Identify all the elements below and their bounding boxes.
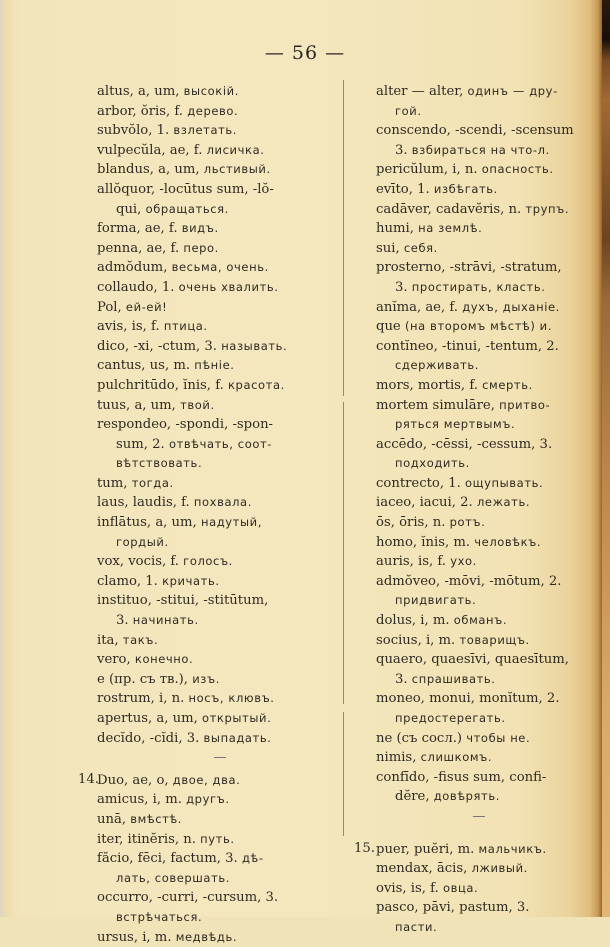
dictionary-entry — [97, 650, 342, 670]
latin-headword: admŏdum, — [97, 260, 168, 276]
dictionary-entry — [97, 396, 342, 416]
latin-headword: respondeo, -spondi, -spon- — [97, 417, 274, 433]
latin-headword: 3. — [395, 279, 408, 295]
russian-translation: весьма, очень. — [171, 260, 269, 275]
latin-headword: auris, is, f. — [376, 554, 447, 570]
latin-headword: moneo, monui, monĭtum, 2. — [376, 691, 560, 707]
latin-headword: laus, laudis, f. — [97, 495, 190, 511]
latin-headword: tuus, a, um, — [97, 397, 176, 413]
dictionary-entry — [376, 474, 581, 494]
latin-headword: dolus, i, m. — [376, 613, 450, 629]
russian-translation: тогда. — [131, 475, 174, 490]
dictionary-entry — [97, 298, 342, 318]
dictionary-entry-continuation — [376, 356, 581, 376]
latin-headword: cadāver, cadavĕris, n. — [376, 201, 522, 217]
russian-translation: гордый. — [116, 534, 169, 549]
dictionary-entry — [376, 435, 581, 455]
russian-translation: ротъ. — [449, 515, 486, 530]
russian-translation: придвигать. — [395, 593, 477, 608]
latin-headword: dĕre, — [395, 789, 430, 805]
russian-translation: дѣ- — [241, 851, 264, 866]
dictionary-entry-continuation — [376, 670, 581, 690]
dictionary-entry — [97, 239, 342, 259]
dictionary-entry — [376, 552, 581, 572]
dictionary-entry-continuation — [376, 787, 581, 807]
russian-translation: лисичка. — [206, 142, 265, 157]
latin-headword: altus, a, um, — [97, 84, 180, 99]
dictionary-entry — [376, 533, 581, 553]
dictionary-entry-continuation — [376, 591, 581, 611]
latin-headword: sui, — [376, 240, 400, 256]
latin-headword: decĭdo, -cĭdi, 3. — [97, 730, 200, 746]
russian-translation: духъ, дыханіе. — [462, 299, 560, 314]
russian-translation: льстивый. — [203, 162, 271, 177]
dictionary-entry — [376, 689, 581, 709]
latin-headword: contĭneo, -tinui, -tentum, 2. — [376, 338, 559, 354]
dictionary-entry — [376, 768, 581, 788]
russian-translation: изъ. — [192, 671, 220, 686]
dictionary-entry — [376, 160, 581, 180]
russian-translation: вѣтствовать. — [116, 456, 203, 471]
dictionary-entry — [97, 102, 342, 122]
dictionary-entry — [376, 180, 581, 200]
russian-translation: взлетать. — [173, 123, 238, 138]
latin-headword: humi, — [376, 221, 414, 237]
russian-translation: выпадать. — [203, 730, 272, 745]
latin-headword: allŏquor, -locūtus sum, -lŏ- — [97, 181, 274, 197]
dictionary-entry — [97, 790, 342, 810]
latin-headword: puer, puĕri, m. — [376, 841, 475, 857]
dictionary-entry-continuation — [97, 533, 342, 553]
dictionary-entry-continuation — [97, 869, 342, 889]
column-divider — [343, 80, 344, 396]
section-separator — [376, 807, 581, 826]
russian-translation: открытый. — [202, 711, 272, 725]
dictionary-entry — [376, 337, 581, 357]
russian-translation: голосъ. — [183, 554, 233, 569]
russian-translation: ей-ей! — [125, 299, 168, 314]
latin-headword: amicus, i, m. — [97, 792, 182, 808]
dictionary-entry — [97, 591, 342, 611]
latin-headword: collaudo, 1. — [97, 279, 175, 295]
russian-translation: одинъ — дру- — [467, 84, 558, 98]
russian-translation: отвѣчать, соот- — [168, 436, 273, 451]
latin-headword: evīto, 1. — [376, 181, 430, 197]
russian-translation: похвала. — [193, 495, 252, 510]
latin-headword: sum, 2. — [116, 436, 165, 452]
dictionary-entry — [376, 898, 581, 918]
latin-headword: vulpecŭla, ae, f. — [97, 142, 203, 158]
dictionary-entry — [97, 278, 342, 298]
dictionary-entry — [376, 611, 581, 631]
lesson-number: 15. — [354, 840, 375, 856]
russian-translation: такъ. — [122, 632, 159, 647]
latin-headword: occurro, -curri, -cursum, 3. — [97, 890, 279, 906]
dictionary-entry — [97, 729, 342, 749]
dictionary-entry — [97, 830, 342, 850]
latin-headword: qui, — [116, 201, 142, 217]
dictionary-entry — [97, 513, 342, 533]
latin-headword: pulchritūdo, ĭnis, f. — [97, 377, 224, 393]
dictionary-entry — [97, 709, 342, 729]
dictionary-entry — [97, 180, 342, 200]
dictionary-entry — [376, 376, 581, 396]
dictionary-entry — [376, 513, 581, 533]
russian-translation: носъ, клювъ. — [188, 691, 275, 706]
russian-translation: лежать. — [476, 495, 531, 510]
latin-headword: Duo, ae, o, — [97, 772, 169, 788]
dictionary-entry — [97, 219, 342, 239]
dictionary-entry — [376, 317, 581, 337]
latin-headword: confīdo, -fisus sum, confi- — [376, 769, 547, 785]
russian-translation: начинать. — [132, 613, 199, 628]
russian-translation: двое, два. — [172, 772, 241, 787]
dictionary-entry — [97, 572, 342, 592]
russian-translation: твой. — [180, 397, 215, 412]
dictionary-entry — [376, 82, 581, 102]
latin-headword: prosterno, -strāvi, -stratum, — [376, 260, 562, 276]
latin-headword: e (пр. съ тв.), — [97, 671, 188, 687]
latin-headword: homo, ĭnis, m. — [376, 534, 471, 550]
latin-headword: cantus, us, m. — [97, 358, 191, 374]
russian-translation: птица. — [163, 319, 208, 334]
russian-translation: видъ. — [181, 221, 219, 236]
russian-translation: смерть. — [482, 377, 533, 392]
dictionary-entry — [376, 631, 581, 651]
dictionary-entry-continuation — [97, 611, 342, 631]
left-column — [78, 82, 342, 947]
dictionary-entry-continuation — [97, 200, 342, 220]
dictionary-entry — [97, 689, 342, 709]
section-separator — [97, 748, 342, 767]
dictionary-entry — [376, 879, 581, 899]
russian-translation: высокій. — [183, 84, 239, 98]
dictionary-entry — [78, 771, 342, 791]
latin-headword: penna, ae, f. — [97, 240, 180, 256]
russian-translation: вмѣстѣ. — [130, 811, 183, 826]
latin-headword: anĭma, ae, f. — [376, 299, 458, 315]
russian-translation: называть. — [221, 338, 288, 353]
russian-translation: другъ. — [186, 792, 230, 807]
latin-headword: clamo, 1. — [97, 573, 158, 589]
right-column — [354, 82, 581, 938]
dictionary-entry — [97, 82, 342, 102]
latin-headword: inflātus, a, um, — [97, 515, 197, 531]
russian-translation: кричать. — [162, 573, 220, 588]
dictionary-entry — [97, 552, 342, 572]
russian-translation: (на второмъ мѣстѣ) и. — [404, 319, 552, 334]
latin-headword: 3. — [395, 671, 408, 687]
latin-headword: alter — alter, — [376, 84, 464, 99]
latin-headword: unā, — [97, 811, 127, 827]
dictionary-entry — [376, 650, 581, 670]
russian-translation: обращаться. — [145, 201, 229, 216]
latin-headword: ōs, ōris, n. — [376, 515, 446, 531]
dictionary-entry — [97, 670, 342, 690]
latin-headword: contrecto, 1. — [376, 475, 461, 491]
dictionary-entry — [97, 474, 342, 494]
dictionary-entry — [97, 493, 342, 513]
latin-headword: blandus, a, um, — [97, 162, 200, 178]
dictionary-entry — [376, 396, 581, 416]
dictionary-entry — [376, 859, 581, 879]
latin-headword: 3. — [395, 142, 408, 158]
russian-translation: ряться мертвымъ. — [395, 417, 516, 432]
latin-headword: socius, i, m. — [376, 632, 456, 648]
latin-headword: que — [376, 319, 401, 335]
latin-headword: accēdo, -cēssi, -cessum, 3. — [376, 436, 553, 452]
dictionary-entry-continuation — [376, 278, 581, 298]
dictionary-entry — [376, 729, 581, 749]
russian-translation: слишкомъ. — [420, 750, 493, 765]
dictionary-entry — [97, 631, 342, 651]
latin-headword: ne (съ сосл.) — [376, 730, 463, 746]
russian-translation: взбираться на что-л. — [411, 142, 550, 157]
russian-translation: чтобы не. — [466, 730, 531, 745]
dictionary-entry — [97, 337, 342, 357]
russian-translation: товарищъ. — [459, 632, 530, 647]
russian-translation: спрашивать. — [411, 671, 496, 686]
russian-translation: простирать, класть. — [411, 279, 546, 294]
dictionary-entry — [97, 888, 342, 908]
dictionary-entry — [97, 356, 342, 376]
dictionary-entry — [376, 219, 581, 239]
latin-headword: rostrum, i, n. — [97, 691, 185, 707]
russian-translation: избѣгать. — [433, 181, 498, 196]
russian-translation: встрѣчаться. — [116, 909, 203, 924]
latin-headword: avis, is, f. — [97, 319, 160, 335]
dictionary-entry-continuation — [97, 908, 342, 928]
dictionary-entry — [97, 258, 342, 278]
russian-translation: путь. — [200, 831, 235, 846]
russian-translation: обманъ. — [453, 613, 508, 628]
latin-headword: apertus, a, um, — [97, 711, 198, 726]
dictionary-entry — [376, 572, 581, 592]
dictionary-entry — [376, 200, 581, 220]
dictionary-entry — [97, 928, 342, 947]
latin-headword: tum, — [97, 475, 128, 491]
russian-translation: лживый. — [471, 861, 528, 876]
russian-translation: ощупывать. — [465, 475, 544, 490]
russian-translation: себя. — [403, 240, 438, 255]
dictionary-entry — [97, 317, 342, 337]
dictionary-entry-continuation — [97, 435, 342, 455]
latin-headword: făcio, fēci, factum, 3. — [97, 851, 238, 867]
dictionary-entry-continuation — [97, 454, 342, 474]
russian-translation: подходить. — [395, 456, 470, 471]
russian-translation: опасность. — [481, 162, 554, 177]
russian-translation: овца. — [442, 880, 479, 895]
russian-translation: лать, совершать. — [116, 870, 230, 885]
russian-translation: красота. — [228, 377, 285, 392]
russian-translation: притво- — [499, 397, 551, 412]
latin-headword: mors, mortis, f. — [376, 377, 478, 393]
russian-translation: надутый, — [200, 515, 262, 530]
russian-translation: конечно. — [134, 652, 194, 667]
russian-translation: сдерживать. — [395, 358, 480, 373]
dictionary-entry — [97, 810, 342, 830]
page-number: — 56 — — [264, 42, 346, 64]
latin-headword: vox, vocis, f. — [97, 554, 179, 570]
dictionary-entry-continuation — [376, 141, 581, 161]
russian-translation: человѣкъ. — [474, 534, 542, 549]
latin-headword: arbor, ŏris, f. — [97, 103, 184, 119]
latin-headword: nimis, — [376, 750, 417, 766]
dictionary-entry — [97, 415, 342, 435]
latin-headword: subvŏlo, 1. — [97, 123, 170, 139]
column-divider — [343, 712, 344, 836]
russian-translation: очень хвалить. — [178, 279, 279, 294]
book-spine-edge — [602, 0, 610, 917]
latin-headword: mortem simulāre, — [376, 397, 495, 413]
dictionary-entry — [97, 160, 342, 180]
spacer — [376, 826, 581, 840]
dictionary-entry — [376, 121, 581, 141]
latin-headword: 3. — [116, 613, 129, 629]
latin-headword: ita, — [97, 632, 119, 648]
russian-translation: дерево. — [187, 103, 239, 118]
dictionary-entry-continuation — [376, 918, 581, 938]
latin-headword: Pol, — [97, 299, 122, 315]
russian-translation: перо. — [183, 240, 219, 255]
column-divider — [343, 402, 344, 704]
dictionary-entry — [376, 239, 581, 259]
dictionary-entry-continuation — [376, 102, 581, 122]
latin-headword: quaero, quaesīvi, quaesītum, — [376, 652, 569, 668]
latin-headword: dico, -xi, -ctum, 3. — [97, 338, 217, 354]
dictionary-entry — [97, 141, 342, 161]
russian-translation: пасти. — [395, 919, 438, 934]
dictionary-entry — [376, 258, 581, 278]
lesson-number: 14. — [78, 771, 99, 787]
dictionary-entry-continuation — [376, 454, 581, 474]
latin-headword: forma, ae, f. — [97, 221, 178, 237]
russian-translation: довѣрять. — [433, 789, 500, 804]
dictionary-entry — [97, 849, 342, 869]
russian-translation: медвѣдь. — [175, 929, 238, 944]
latin-headword: instituo, -stitui, -stitūtum, — [97, 593, 269, 609]
latin-headword: iter, itinĕris, n. — [97, 831, 196, 847]
russian-translation: гой. — [395, 103, 422, 118]
russian-translation: мальчикъ. — [478, 841, 547, 856]
russian-translation: ухо. — [450, 554, 477, 569]
dictionary-entry — [97, 121, 342, 141]
dictionary-entry — [354, 840, 581, 860]
dictionary-entry-continuation — [376, 415, 581, 435]
latin-headword: iaceo, iacui, 2. — [376, 495, 473, 511]
latin-headword: mendax, ācis, — [376, 861, 468, 877]
dictionary-entry — [97, 376, 342, 396]
dictionary-entry — [376, 298, 581, 318]
latin-headword: vero, — [97, 652, 131, 668]
latin-headword: admŏveo, -mōvi, -mōtum, 2. — [376, 573, 562, 589]
russian-translation: предостерегать. — [395, 711, 506, 725]
dictionary-entry — [376, 493, 581, 513]
latin-headword: ovis, is, f. — [376, 880, 439, 896]
russian-translation: трупъ. — [525, 201, 570, 216]
russian-translation: пѣніе. — [194, 358, 235, 373]
dictionary-entry — [376, 748, 581, 768]
latin-headword: ursus, i, m. — [97, 929, 172, 945]
latin-headword: pasco, pāvi, pastum, 3. — [376, 900, 530, 916]
russian-translation: на землѣ. — [418, 221, 483, 236]
latin-headword: conscendo, -scendi, -scensum — [376, 123, 574, 139]
dictionary-entry-continuation — [376, 709, 581, 729]
latin-headword: pericŭlum, i, n. — [376, 162, 478, 178]
